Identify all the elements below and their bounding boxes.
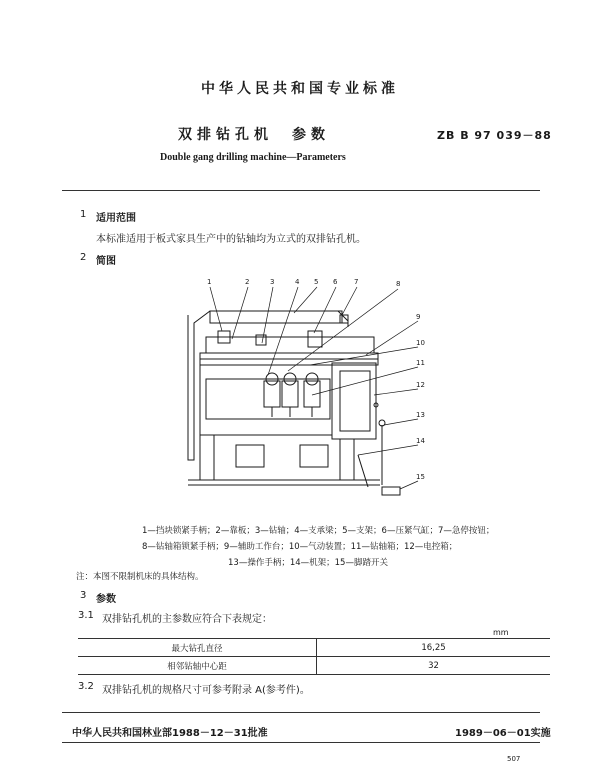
figure-note: 注：本图不限制机床的具体结构。 (76, 572, 204, 582)
param-value: 32 (317, 657, 551, 675)
diagram-label-1: 1 (207, 278, 212, 286)
caption-line-2: 8—钻轴箱锁紧手柄；9—辅助工作台；10—气动装置；11—钻轴箱；12—电控箱； (142, 542, 458, 552)
param-name: 相邻钻轴中心距 (78, 657, 317, 675)
diagram-label-2: 2 (245, 278, 250, 286)
electrical-cabinet (332, 363, 376, 439)
section-2-number: 2 (80, 252, 87, 263)
section-3-2-number: 3.2 (78, 681, 94, 692)
machine-body (200, 365, 332, 435)
emergency-stop (340, 315, 348, 323)
section-3-number: 3 (80, 590, 87, 601)
approval-info: 中华人民共和国林业部1988－12－31批准 (72, 728, 268, 739)
support-frame (188, 311, 348, 460)
fence-bar (206, 337, 374, 353)
foot-switch (382, 487, 400, 495)
diagram-label-7: 7 (354, 278, 359, 286)
diagram-label-12: 12 (416, 381, 425, 389)
standard-name: 双排钻孔机 参数 (178, 127, 330, 143)
page-number: 507 (507, 755, 521, 763)
table-unit: mm (493, 628, 509, 637)
footer-divider (62, 712, 540, 713)
diagram-label-9: 9 (416, 313, 421, 321)
section-3-title: 参数 (96, 594, 116, 605)
section-1-title: 适用范围 (96, 213, 136, 224)
effective-date: 1989－06－01实施 (455, 728, 551, 739)
section-3-1-number: 3.1 (78, 610, 94, 621)
section-2-title: 简图 (96, 256, 116, 267)
diagram-label-3: 3 (270, 278, 275, 286)
table-row (78, 657, 550, 675)
leg-right (300, 445, 328, 467)
caption-line-3: 13—操作手柄；14—机架；15—脚踏开关 (228, 558, 388, 568)
diagram-label-8: 8 (396, 280, 401, 288)
table-row (78, 639, 550, 657)
param-name: 最大钻孔直径 (78, 639, 317, 657)
caption-line-1: 1—挡块锁紧手柄；2—靠板；3—钻轴；4—支承梁；5—支架；6—压紧气缸；7—急停按钮； (142, 526, 495, 536)
section-1-number: 1 (80, 209, 87, 220)
param-value: 16,25 (317, 639, 551, 657)
issuer-title: 中华人民共和国专业标准 (201, 81, 399, 97)
english-title: Double gang drilling machine—Parameters (160, 152, 346, 163)
standard-code: ZB B 97 039－88 (437, 129, 552, 142)
header-divider (62, 190, 540, 191)
parameters-table (78, 638, 550, 675)
diagram-label-13: 13 (416, 411, 425, 419)
diagram-label-5: 5 (314, 278, 319, 286)
support-beam (210, 311, 342, 323)
section-1-text: 本标准适用于板式家具生产中的钻轴均为立式的双排钻孔机。 (96, 234, 366, 245)
diagram-label-4: 4 (295, 278, 300, 286)
diagram-label-6: 6 (333, 278, 338, 286)
leg-left (236, 445, 264, 467)
machine-diagram (170, 275, 440, 510)
diagram-label-14: 14 (416, 437, 425, 445)
drill-spindles (264, 373, 320, 417)
footer-bottom-rule (62, 742, 540, 743)
diagram-label-15: 15 (416, 473, 425, 481)
section-3-1-text: 双排钻孔机的主参数应符合下表规定： (102, 614, 272, 625)
section-3-2-text: 双排钻孔机的规格尺寸可参考附录 A(参考件)。 (102, 685, 310, 696)
diagram-label-11: 11 (416, 359, 425, 367)
diagram-label-10: 10 (416, 339, 425, 347)
